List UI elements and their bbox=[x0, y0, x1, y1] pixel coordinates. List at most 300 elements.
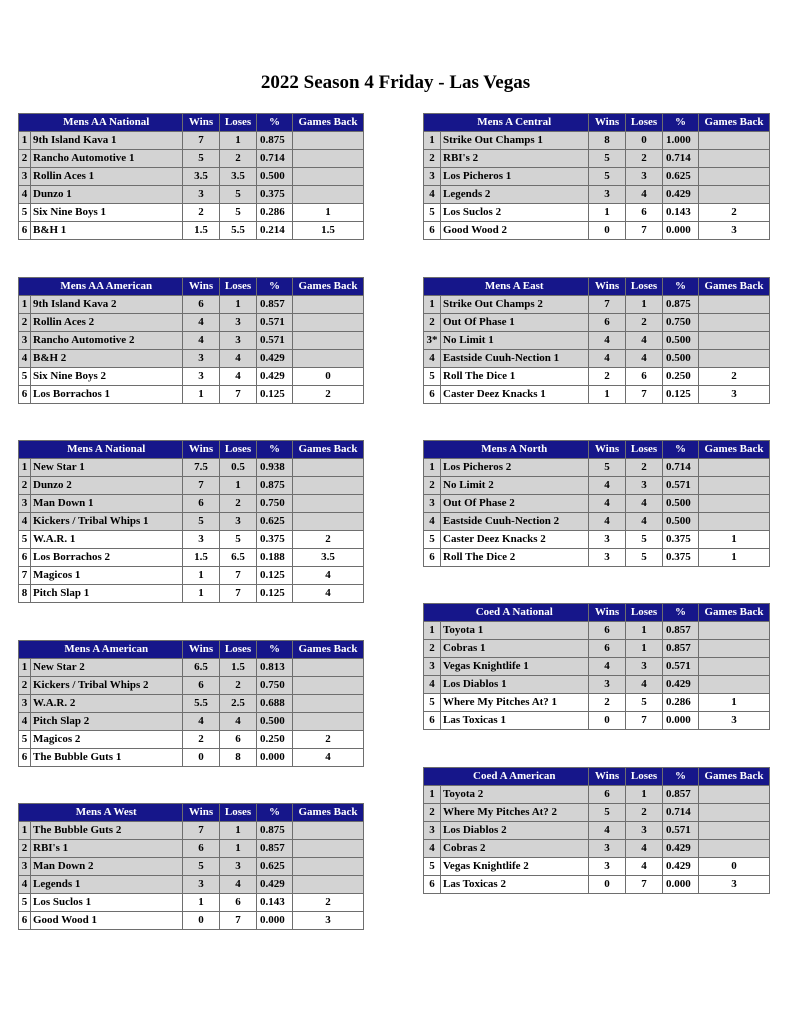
loses-cell: 4 bbox=[626, 840, 663, 858]
pct-cell: 0.625 bbox=[257, 858, 293, 876]
table-row bbox=[424, 822, 770, 840]
header-corner bbox=[424, 114, 441, 132]
games-back-header: Games Back bbox=[699, 604, 770, 622]
rank-cell: 4 bbox=[424, 513, 441, 531]
header-corner bbox=[424, 768, 441, 786]
pct-cell: 0.500 bbox=[663, 495, 699, 513]
rank-cell: 2 bbox=[424, 804, 441, 822]
pct-cell: 0.375 bbox=[663, 531, 699, 549]
pct-cell: 0.857 bbox=[663, 640, 699, 658]
loses-header: Loses bbox=[220, 114, 257, 132]
pct-cell: 0.000 bbox=[663, 222, 699, 240]
wins-header: Wins bbox=[589, 768, 626, 786]
wins-cell: 6 bbox=[183, 495, 220, 513]
pct-cell: 0.571 bbox=[663, 658, 699, 676]
games-back-cell bbox=[293, 186, 364, 204]
rank-cell: 2 bbox=[19, 840, 31, 858]
wins-cell: 7 bbox=[183, 132, 220, 150]
pct-header: % bbox=[257, 441, 293, 459]
loses-cell: 4 bbox=[626, 858, 663, 876]
rank-cell: 4 bbox=[19, 713, 31, 731]
loses-cell: 4 bbox=[626, 495, 663, 513]
wins-cell: 5 bbox=[183, 858, 220, 876]
wins-cell: 5.5 bbox=[183, 695, 220, 713]
table-row bbox=[19, 677, 364, 695]
loses-cell: 7 bbox=[220, 585, 257, 603]
loses-header: Loses bbox=[626, 278, 663, 296]
table-row bbox=[19, 876, 364, 894]
rank-cell: 4 bbox=[424, 840, 441, 858]
rank-cell: 6 bbox=[424, 386, 441, 404]
division-name: Coed A National bbox=[441, 604, 589, 622]
games-back-header: Games Back bbox=[699, 114, 770, 132]
games-back-cell bbox=[293, 513, 364, 531]
rank-cell: 4 bbox=[19, 350, 31, 368]
games-back-cell: 0 bbox=[699, 858, 770, 876]
team-name-cell: Rollin Aces 1 bbox=[31, 168, 183, 186]
loses-cell: 6 bbox=[626, 204, 663, 222]
team-name-cell: Vegas Knightlife 1 bbox=[441, 658, 589, 676]
pct-cell: 0.714 bbox=[257, 150, 293, 168]
loses-cell: 3 bbox=[626, 658, 663, 676]
wins-cell: 4 bbox=[589, 822, 626, 840]
team-name-cell: Los Borrachos 2 bbox=[31, 549, 183, 567]
table-row bbox=[424, 658, 770, 676]
wins-header: Wins bbox=[183, 441, 220, 459]
games-back-cell bbox=[293, 659, 364, 677]
games-back-cell: 3.5 bbox=[293, 549, 364, 567]
games-back-cell bbox=[699, 676, 770, 694]
team-name-cell: Rollin Aces 2 bbox=[31, 314, 183, 332]
loses-cell: 3 bbox=[220, 314, 257, 332]
team-name-cell: 9th Island Kava 1 bbox=[31, 132, 183, 150]
games-back-cell bbox=[293, 822, 364, 840]
team-name-cell: Strike Out Champs 1 bbox=[441, 132, 589, 150]
team-name-cell: The Bubble Guts 2 bbox=[31, 822, 183, 840]
pct-cell: 0.813 bbox=[257, 659, 293, 677]
standings-table-mens-aa-national bbox=[18, 113, 364, 240]
header-corner bbox=[424, 604, 441, 622]
team-name-cell: Pitch Slap 1 bbox=[31, 585, 183, 603]
header-row bbox=[424, 278, 770, 296]
table-row bbox=[19, 731, 364, 749]
pct-cell: 0.188 bbox=[257, 549, 293, 567]
team-name-cell: Rancho Automotive 1 bbox=[31, 150, 183, 168]
wins-cell: 6 bbox=[183, 296, 220, 314]
table-row bbox=[19, 314, 364, 332]
team-name-cell: Toyota 2 bbox=[441, 786, 589, 804]
table-row bbox=[424, 368, 770, 386]
wins-cell: 6 bbox=[183, 840, 220, 858]
header-row bbox=[19, 641, 364, 659]
loses-cell: 7 bbox=[220, 386, 257, 404]
wins-header: Wins bbox=[589, 114, 626, 132]
loses-cell: 6 bbox=[220, 894, 257, 912]
wins-cell: 5 bbox=[589, 168, 626, 186]
wins-cell: 2 bbox=[589, 368, 626, 386]
loses-cell: 4 bbox=[626, 350, 663, 368]
games-back-cell bbox=[699, 495, 770, 513]
table-row bbox=[19, 912, 364, 930]
team-name-cell: Dunzo 1 bbox=[31, 186, 183, 204]
wins-header: Wins bbox=[183, 804, 220, 822]
games-back-cell bbox=[293, 713, 364, 731]
games-back-cell bbox=[699, 840, 770, 858]
rank-cell: 5 bbox=[424, 531, 441, 549]
loses-cell: 3 bbox=[626, 477, 663, 495]
wins-cell: 0 bbox=[589, 222, 626, 240]
loses-cell: 3 bbox=[220, 513, 257, 531]
rank-cell: 1 bbox=[424, 132, 441, 150]
team-name-cell: RBI's 2 bbox=[441, 150, 589, 168]
rank-cell: 1 bbox=[19, 459, 31, 477]
loses-cell: 3 bbox=[626, 822, 663, 840]
wins-header: Wins bbox=[183, 641, 220, 659]
header-corner bbox=[19, 278, 31, 296]
wins-cell: 2 bbox=[589, 694, 626, 712]
table-row bbox=[19, 858, 364, 876]
division-name: Mens A Central bbox=[441, 114, 589, 132]
games-back-cell: 2 bbox=[293, 531, 364, 549]
wins-cell: 1 bbox=[183, 585, 220, 603]
table-row bbox=[424, 694, 770, 712]
wins-cell: 1 bbox=[589, 204, 626, 222]
rank-cell: 5 bbox=[424, 694, 441, 712]
standings-table-coed-a-american bbox=[423, 767, 770, 894]
team-name-cell: Man Down 1 bbox=[31, 495, 183, 513]
team-name-cell: Strike Out Champs 2 bbox=[441, 296, 589, 314]
team-name-cell: Cobras 1 bbox=[441, 640, 589, 658]
wins-cell: 6 bbox=[183, 677, 220, 695]
table-row bbox=[424, 150, 770, 168]
wins-cell: 6 bbox=[589, 640, 626, 658]
wins-cell: 7 bbox=[589, 296, 626, 314]
loses-header: Loses bbox=[626, 114, 663, 132]
games-back-header: Games Back bbox=[699, 768, 770, 786]
team-name-cell: Cobras 2 bbox=[441, 840, 589, 858]
rank-cell: 2 bbox=[424, 150, 441, 168]
rank-cell: 3 bbox=[19, 695, 31, 713]
wins-header: Wins bbox=[589, 441, 626, 459]
team-name-cell: Los Borrachos 1 bbox=[31, 386, 183, 404]
pct-cell: 0.857 bbox=[663, 622, 699, 640]
team-name-cell: Los Picheros 1 bbox=[441, 168, 589, 186]
pct-cell: 0.429 bbox=[663, 840, 699, 858]
wins-cell: 0 bbox=[183, 749, 220, 767]
loses-cell: 7 bbox=[626, 712, 663, 730]
games-back-cell bbox=[699, 332, 770, 350]
games-back-cell bbox=[699, 658, 770, 676]
table-row bbox=[424, 549, 770, 567]
team-name-cell: Caster Deez Knacks 1 bbox=[441, 386, 589, 404]
wins-cell: 0 bbox=[589, 712, 626, 730]
wins-cell: 5 bbox=[183, 150, 220, 168]
rank-cell: 6 bbox=[19, 749, 31, 767]
loses-cell: 3.5 bbox=[220, 168, 257, 186]
rank-cell: 4 bbox=[424, 676, 441, 694]
pct-cell: 0.000 bbox=[663, 876, 699, 894]
pct-cell: 0.625 bbox=[663, 168, 699, 186]
games-back-cell bbox=[293, 314, 364, 332]
team-name-cell: Pitch Slap 2 bbox=[31, 713, 183, 731]
games-back-cell bbox=[699, 168, 770, 186]
table-row bbox=[19, 495, 364, 513]
wins-cell: 3 bbox=[589, 549, 626, 567]
team-name-cell: Man Down 2 bbox=[31, 858, 183, 876]
pct-header: % bbox=[257, 804, 293, 822]
wins-cell: 4 bbox=[589, 495, 626, 513]
table-row bbox=[424, 186, 770, 204]
wins-cell: 3 bbox=[589, 676, 626, 694]
games-back-cell bbox=[699, 822, 770, 840]
rank-cell: 5 bbox=[19, 531, 31, 549]
loses-cell: 5 bbox=[626, 694, 663, 712]
standings-table-coed-a-national bbox=[423, 603, 770, 730]
table-row bbox=[424, 350, 770, 368]
team-name-cell: Roll The Dice 2 bbox=[441, 549, 589, 567]
games-back-header: Games Back bbox=[293, 804, 364, 822]
team-name-cell: New Star 2 bbox=[31, 659, 183, 677]
table-row bbox=[19, 204, 364, 222]
loses-cell: 4 bbox=[220, 713, 257, 731]
team-name-cell: Where My Pitches At? 1 bbox=[441, 694, 589, 712]
pct-cell: 0.750 bbox=[663, 314, 699, 332]
team-name-cell: Rancho Automotive 2 bbox=[31, 332, 183, 350]
pct-cell: 0.875 bbox=[663, 296, 699, 314]
header-row bbox=[19, 114, 364, 132]
pct-cell: 0.286 bbox=[257, 204, 293, 222]
pct-cell: 0.125 bbox=[257, 585, 293, 603]
pct-header: % bbox=[663, 114, 699, 132]
loses-cell: 7 bbox=[626, 876, 663, 894]
wins-cell: 1 bbox=[183, 386, 220, 404]
games-back-cell bbox=[293, 677, 364, 695]
loses-header: Loses bbox=[626, 604, 663, 622]
table-row bbox=[19, 713, 364, 731]
team-name-cell: Caster Deez Knacks 2 bbox=[441, 531, 589, 549]
games-back-cell bbox=[293, 132, 364, 150]
wins-cell: 3 bbox=[183, 876, 220, 894]
loses-cell: 4 bbox=[220, 350, 257, 368]
wins-cell: 4 bbox=[589, 350, 626, 368]
loses-cell: 7 bbox=[626, 386, 663, 404]
team-name-cell: Six Nine Boys 1 bbox=[31, 204, 183, 222]
wins-cell: 3 bbox=[183, 186, 220, 204]
table-row bbox=[424, 477, 770, 495]
team-name-cell: Where My Pitches At? 2 bbox=[441, 804, 589, 822]
table-row bbox=[19, 549, 364, 567]
table-row bbox=[19, 822, 364, 840]
wins-cell: 3 bbox=[183, 531, 220, 549]
division-name: Mens A American bbox=[31, 641, 183, 659]
loses-cell: 1 bbox=[626, 640, 663, 658]
pct-cell: 0.429 bbox=[663, 186, 699, 204]
wins-cell: 3.5 bbox=[183, 168, 220, 186]
pct-header: % bbox=[257, 114, 293, 132]
rank-cell: 1 bbox=[424, 296, 441, 314]
rank-cell: 5 bbox=[19, 368, 31, 386]
pct-cell: 0.875 bbox=[257, 822, 293, 840]
loses-cell: 2 bbox=[220, 150, 257, 168]
games-back-cell bbox=[699, 459, 770, 477]
team-name-cell: No Limit 2 bbox=[441, 477, 589, 495]
pct-cell: 0.429 bbox=[663, 858, 699, 876]
wins-cell: 4 bbox=[183, 332, 220, 350]
wins-cell: 1.5 bbox=[183, 222, 220, 240]
loses-cell: 5 bbox=[220, 531, 257, 549]
pct-cell: 0.857 bbox=[257, 296, 293, 314]
wins-cell: 2 bbox=[183, 204, 220, 222]
header-row bbox=[424, 604, 770, 622]
pct-cell: 0.500 bbox=[257, 168, 293, 186]
pct-cell: 0.143 bbox=[257, 894, 293, 912]
rank-cell: 2 bbox=[19, 477, 31, 495]
games-back-cell bbox=[293, 858, 364, 876]
loses-cell: 1 bbox=[626, 622, 663, 640]
team-name-cell: Magicos 1 bbox=[31, 567, 183, 585]
rank-cell: 5 bbox=[424, 204, 441, 222]
games-back-cell: 4 bbox=[293, 585, 364, 603]
pct-cell: 0.750 bbox=[257, 495, 293, 513]
games-back-header: Games Back bbox=[699, 441, 770, 459]
games-back-cell bbox=[293, 876, 364, 894]
table-row bbox=[19, 350, 364, 368]
loses-header: Loses bbox=[220, 441, 257, 459]
rank-cell: 6 bbox=[424, 876, 441, 894]
rank-cell: 3 bbox=[19, 495, 31, 513]
rank-cell: 8 bbox=[19, 585, 31, 603]
games-back-cell: 3 bbox=[699, 386, 770, 404]
team-name-cell: W.A.R. 1 bbox=[31, 531, 183, 549]
loses-cell: 8 bbox=[220, 749, 257, 767]
rank-cell: 3 bbox=[424, 168, 441, 186]
wins-cell: 4 bbox=[589, 658, 626, 676]
games-back-cell bbox=[699, 350, 770, 368]
games-back-header: Games Back bbox=[293, 441, 364, 459]
team-name-cell: Magicos 2 bbox=[31, 731, 183, 749]
rank-cell: 6 bbox=[19, 386, 31, 404]
pct-cell: 0.500 bbox=[663, 332, 699, 350]
games-back-cell: 2 bbox=[699, 204, 770, 222]
pct-cell: 0.286 bbox=[663, 694, 699, 712]
table-row bbox=[19, 168, 364, 186]
wins-cell: 5 bbox=[589, 804, 626, 822]
games-back-cell: 4 bbox=[293, 749, 364, 767]
games-back-cell: 2 bbox=[699, 368, 770, 386]
division-name: Mens A North bbox=[441, 441, 589, 459]
table-row bbox=[19, 186, 364, 204]
pct-cell: 0.429 bbox=[257, 368, 293, 386]
table-row bbox=[19, 386, 364, 404]
loses-header: Loses bbox=[220, 278, 257, 296]
games-back-cell bbox=[699, 150, 770, 168]
games-back-cell bbox=[293, 350, 364, 368]
games-back-cell: 1 bbox=[293, 204, 364, 222]
pct-cell: 0.000 bbox=[257, 749, 293, 767]
rank-cell: 4 bbox=[19, 513, 31, 531]
team-name-cell: Legends 1 bbox=[31, 876, 183, 894]
rank-cell: 2 bbox=[19, 677, 31, 695]
pct-cell: 0.429 bbox=[257, 876, 293, 894]
loses-cell: 5 bbox=[220, 186, 257, 204]
games-back-cell bbox=[293, 840, 364, 858]
games-back-cell bbox=[293, 296, 364, 314]
wins-header: Wins bbox=[183, 278, 220, 296]
division-name: Coed A American bbox=[441, 768, 589, 786]
loses-header: Loses bbox=[220, 641, 257, 659]
pct-cell: 0.714 bbox=[663, 804, 699, 822]
rank-cell: 2 bbox=[424, 640, 441, 658]
rank-cell: 1 bbox=[424, 459, 441, 477]
wins-cell: 6 bbox=[589, 786, 626, 804]
pct-cell: 0.875 bbox=[257, 132, 293, 150]
table-row bbox=[19, 459, 364, 477]
rank-cell: 3 bbox=[424, 658, 441, 676]
pct-cell: 0.143 bbox=[663, 204, 699, 222]
table-row bbox=[19, 513, 364, 531]
pct-cell: 0.571 bbox=[663, 477, 699, 495]
rank-cell: 1 bbox=[424, 622, 441, 640]
loses-cell: 2 bbox=[626, 150, 663, 168]
table-row bbox=[19, 749, 364, 767]
loses-cell: 3 bbox=[220, 858, 257, 876]
wins-cell: 5 bbox=[589, 150, 626, 168]
wins-cell: 4 bbox=[589, 513, 626, 531]
games-back-cell: 3 bbox=[699, 712, 770, 730]
team-name-cell: Los Suclos 1 bbox=[31, 894, 183, 912]
table-row bbox=[19, 567, 364, 585]
table-row bbox=[424, 712, 770, 730]
games-back-header: Games Back bbox=[293, 641, 364, 659]
table-row bbox=[424, 332, 770, 350]
table-row bbox=[424, 459, 770, 477]
standings-table-mens-a-north bbox=[423, 440, 770, 567]
rank-cell: 1 bbox=[19, 822, 31, 840]
rank-cell: 5 bbox=[424, 858, 441, 876]
pct-cell: 0.000 bbox=[257, 912, 293, 930]
wins-cell: 7 bbox=[183, 477, 220, 495]
wins-cell: 3 bbox=[589, 186, 626, 204]
games-back-cell: 1 bbox=[699, 694, 770, 712]
loses-cell: 7 bbox=[626, 222, 663, 240]
loses-header: Loses bbox=[626, 441, 663, 459]
rank-cell: 2 bbox=[424, 314, 441, 332]
team-name-cell: Dunzo 2 bbox=[31, 477, 183, 495]
pct-cell: 0.571 bbox=[663, 822, 699, 840]
pct-cell: 0.571 bbox=[257, 314, 293, 332]
division-name: Mens A National bbox=[31, 441, 183, 459]
pct-cell: 0.938 bbox=[257, 459, 293, 477]
header-corner bbox=[424, 441, 441, 459]
table-row bbox=[19, 695, 364, 713]
loses-cell: 0 bbox=[626, 132, 663, 150]
games-back-cell bbox=[293, 495, 364, 513]
pct-cell: 0.500 bbox=[663, 350, 699, 368]
loses-cell: 3 bbox=[220, 332, 257, 350]
division-name: Mens A East bbox=[441, 278, 589, 296]
loses-cell: 1.5 bbox=[220, 659, 257, 677]
wins-cell: 7 bbox=[183, 822, 220, 840]
wins-cell: 1.5 bbox=[183, 549, 220, 567]
games-back-cell: 4 bbox=[293, 567, 364, 585]
table-row bbox=[19, 296, 364, 314]
header-corner bbox=[19, 114, 31, 132]
games-back-cell bbox=[699, 786, 770, 804]
header-corner bbox=[19, 441, 31, 459]
pct-cell: 0.875 bbox=[257, 477, 293, 495]
team-name-cell: Eastside Cuuh-Nection 2 bbox=[441, 513, 589, 531]
team-name-cell: Kickers / Tribal Whips 1 bbox=[31, 513, 183, 531]
